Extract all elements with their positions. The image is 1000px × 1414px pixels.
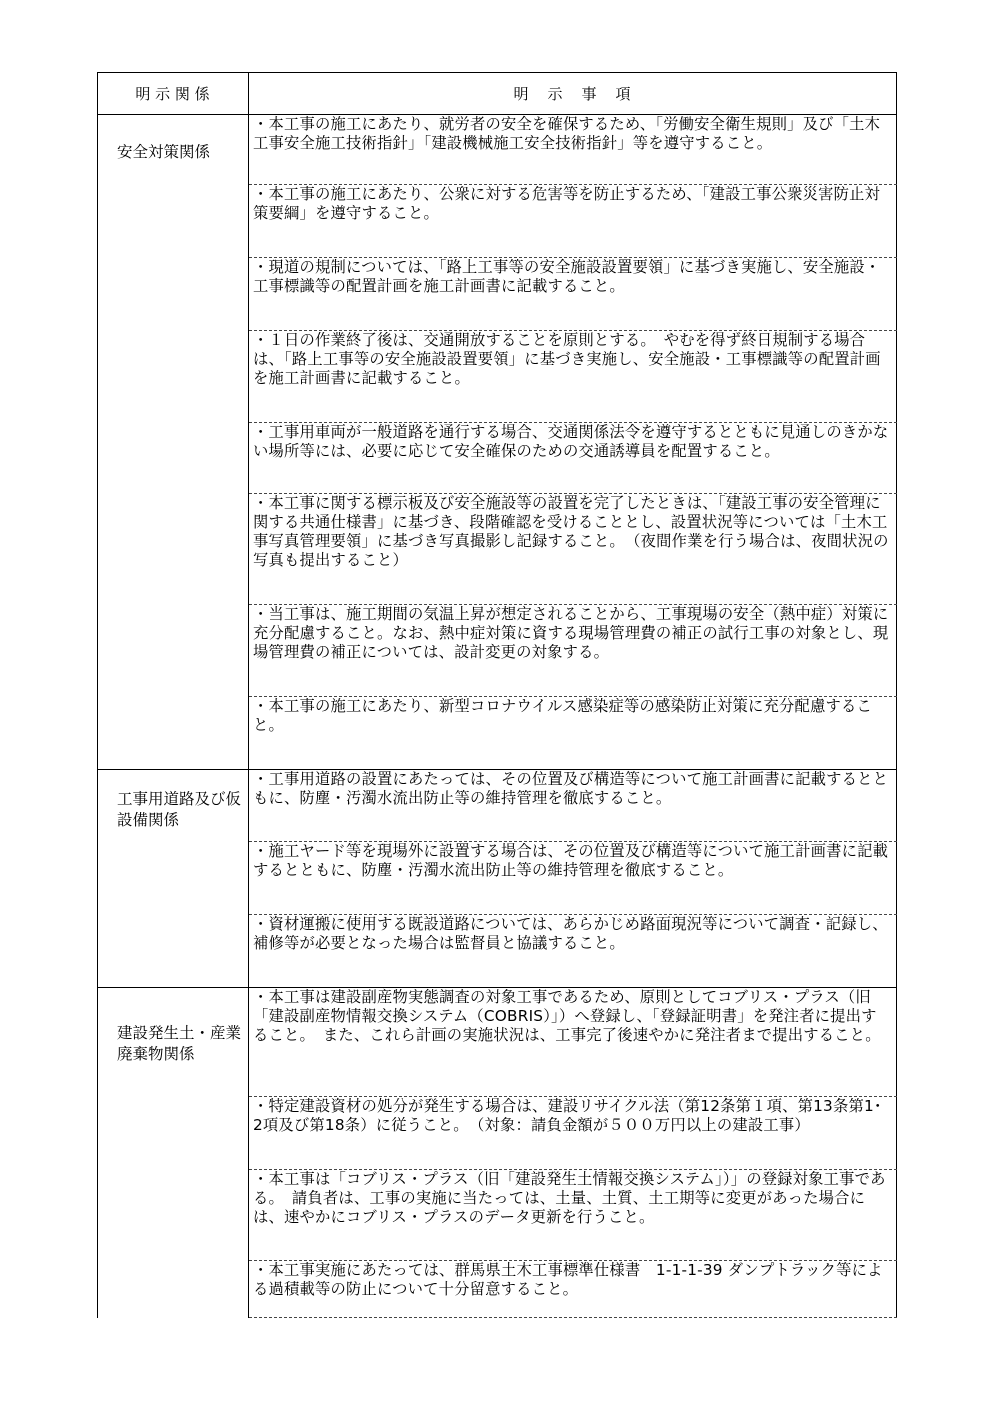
list-item: ・現道の規制については、「路上工事等の安全施設設置要領」に基づき実施し、安全施設・工事標識等の配置計画を施工計画書に記載すること。 [253,258,881,295]
list-item: ・資材運搬に使用する既設道路については、あらかじめ路面現況等について調査・記録し、補修等が必要となった場合は監督員と協議すること。 [253,915,888,952]
list-item: ・施工ヤード等を現場外に設置する場合は、その位置及び構造等について施工計画書に記載するとともに、防塵・汚濁水流出防止等の維持管理を徹底すること。 [253,842,889,879]
list-item: ・当工事は、施工期間の気温上昇が想定されることから、工事現場の安全（熱中症）対策に充分配慮すること。なお、熱中症対策に資する現場管理費の補正の試行工事の対象とし、現場管理費の補正については、設計変更の対象する。 [253,605,889,661]
list-item: ・工事用車両が一般道路を通行する場合、交通関係法令を遵守するとともに見通しのきかない場所等には、必要に応じて安全確保のための交通誘導員を配置すること。 [253,423,889,460]
list-item: ・１日の作業終了後は、交通開放することを原則とする。 やむを得ず終日規制する場合は、「路上工事等の安全施設設置要領」に基づき実施し、安全施設・工事標識等の配置計画を施工計画書に記載すること。 [253,331,881,387]
section-category: 工事用道路及び仮設備関係 [117,790,242,829]
list-item: ・本工事に関する標示板及び安全施設等の設置を完了したときは、「建設工事の安全管理に関する共通仕様書」に基づき、段階確認を受けることとし、設置状況等については「土木工事写真管理要領」に基づき写真撮影し記録すること。 （夜間作業を行う場合は、夜間状況の写真も提出すること） [253,494,889,569]
header-items: 明 示 事 項 [513,84,633,103]
list-item: ・本工事は建設副産物実態調査の対象工事であるため、原則としてコブリス・プラス（旧「建設副産物情報交換システム（COBRIS）」）へ登録し、「登録証明書」を発注者に提出すること。 また、これら計画の実施状況は、工事完了後速やかに発注者まで提出すること。 [253,988,881,1044]
section-category: 建設発生土・産業廃棄物関係 [117,1024,242,1063]
item-separator [249,1317,897,1318]
list-item: ・特定建設資材の処分が発生する場合は、建設リサイクル法（第12条第１項、第13条第1･2項及び第18条）に従うこと。 （対象：請負金額が５００万円以上の建設工事） [253,1097,882,1134]
list-item: ・本工事の施工にあたり、新型コロナウイルス感染症等の感染防止対策に充分配慮すること。 [253,697,872,734]
list-item: ・本工事の施工にあたり、就労者の安全を確保するため、「労働安全衛生規則」及び「土木工事安全施工技術指針」「建設機械施工安全技術指針」等を遵守すること。 [253,115,881,152]
list-item: ・本工事は「コブリス・プラス（旧「建設発生土情報交換システム」）」の登録対象工事である。 請負者は、工事の実施に当たっては、土量、土質、土工期等に変更があった場合には、速やかにコブリス・プラスのデータ更新を行うこと。 [253,1170,886,1226]
list-item: ・工事用道路の設置にあたっては、その位置及び構造等について施工計画書に記載するとともに、防塵・汚濁水流出防止等の維持管理を徹底すること。 [253,770,889,807]
list-item: ・本工事実施にあたっては、群馬県土木工事標準仕様書 1-1-1-39 ダンプトラック等による過積載等の防止について十分留意すること。 [253,1261,883,1298]
list-item: ・本工事の施工にあたり、公衆に対する危害等を防止するため、「建設工事公衆災害防止対策要綱」を遵守すること。 [253,185,881,222]
section-category: 安全対策関係 [117,143,211,161]
table-border-left [97,72,98,1318]
header-category: 明 示 関 係 [135,84,210,103]
